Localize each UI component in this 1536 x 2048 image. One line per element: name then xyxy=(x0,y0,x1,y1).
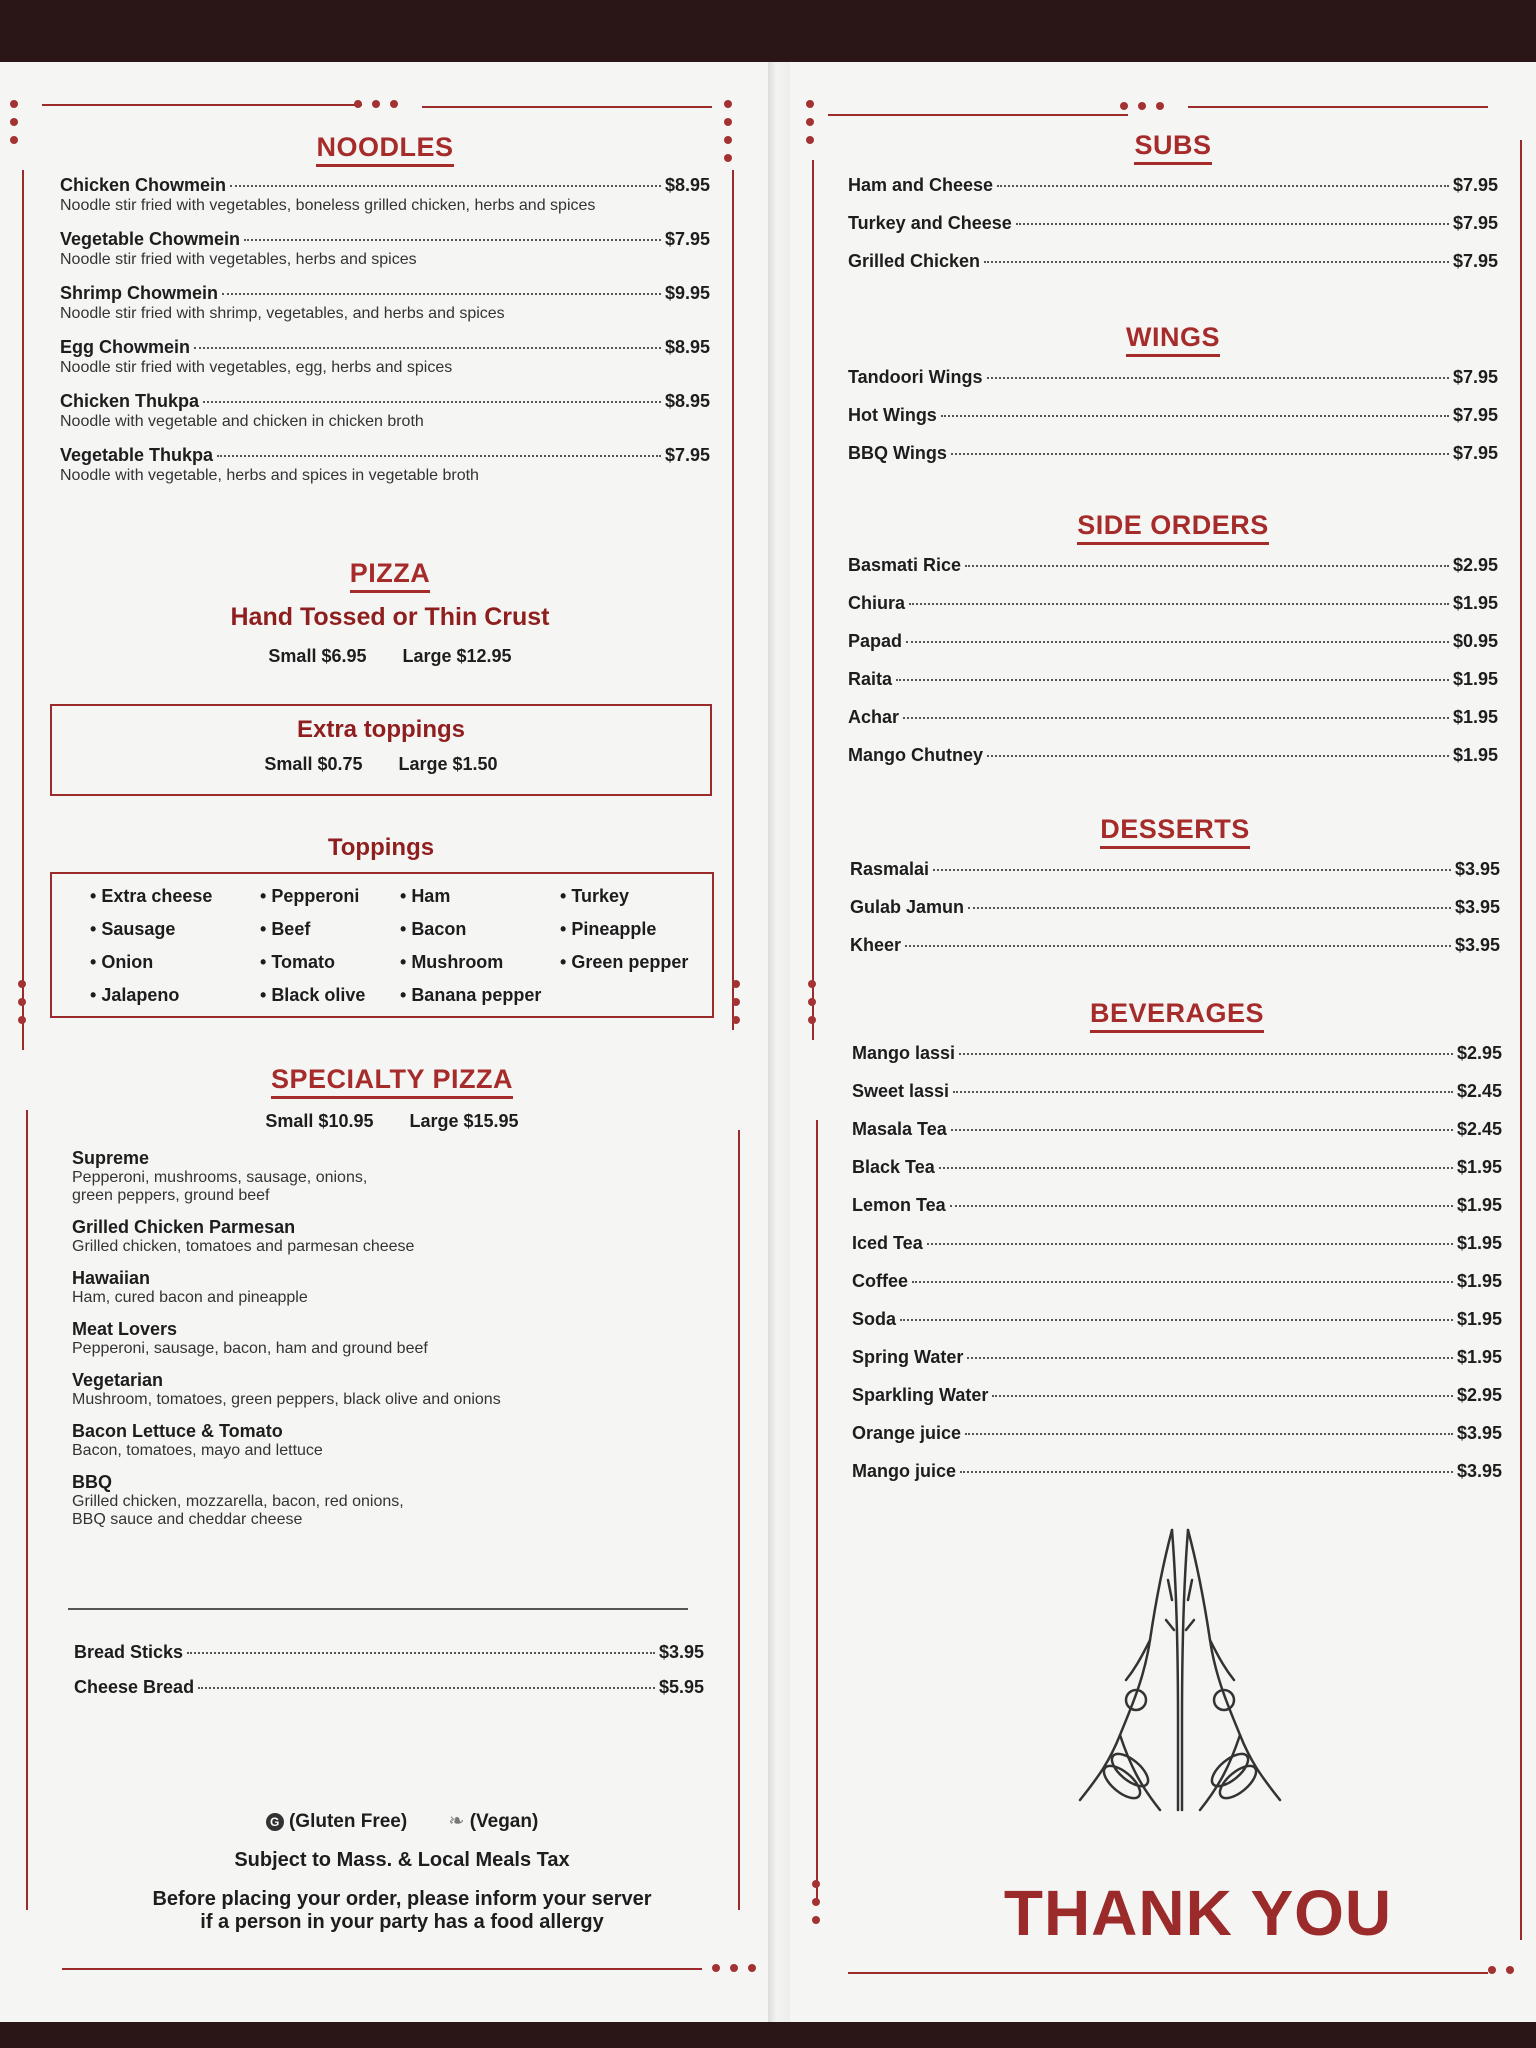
dot-leader xyxy=(953,1091,1453,1093)
item-name: Chicken Thukpa xyxy=(60,391,200,411)
pizza-section xyxy=(60,558,720,667)
item-price: $1.95 xyxy=(1452,745,1498,765)
frame-top-right xyxy=(1188,106,1488,108)
menu-item xyxy=(852,1461,1502,1482)
dot-leader xyxy=(906,641,1449,643)
item-price: $8.95 xyxy=(664,337,710,357)
topping-item: • Beef xyxy=(260,919,400,940)
toppings-list xyxy=(52,874,712,1016)
item-description: Noodle stir fried with shrimp, vegetables, and herbs and spices xyxy=(60,305,505,322)
specialty-name: Hawaiian xyxy=(72,1268,151,1288)
menu-item xyxy=(60,229,710,269)
frame-top-right xyxy=(422,106,712,108)
specialty-item xyxy=(72,1370,712,1409)
dot-leader xyxy=(997,185,1449,187)
specialty-item xyxy=(72,1421,712,1460)
item-name: Chicken Chowmein xyxy=(60,175,227,195)
item-price: $2.95 xyxy=(1456,1043,1502,1063)
menu-item xyxy=(852,1043,1502,1064)
item-name: Raita xyxy=(848,669,893,689)
item-price: $5.95 xyxy=(658,1677,704,1697)
menu-item xyxy=(852,1119,1502,1140)
menu-item xyxy=(848,707,1498,728)
item-price: $7.95 xyxy=(1452,213,1498,233)
desserts-section xyxy=(850,814,1500,973)
dot-leader xyxy=(960,1471,1453,1473)
item-name: Coffee xyxy=(852,1271,909,1291)
item-description: Noodle with vegetable and chicken in chicken broth xyxy=(60,413,424,430)
item-price: $7.95 xyxy=(1452,367,1498,387)
item-price: $9.95 xyxy=(664,283,710,303)
section-divider xyxy=(68,1608,688,1610)
menu-item xyxy=(848,251,1498,272)
thank-you-text: THANK YOU xyxy=(1003,1877,1393,1949)
item-description: Noodle with vegetable, herbs and spices in vegetable broth xyxy=(60,467,479,484)
item-name: Chiura xyxy=(848,593,906,613)
pizza-subtitle: Hand Tossed or Thin Crust xyxy=(230,603,550,631)
frame-right xyxy=(1520,140,1522,1940)
menu-item xyxy=(848,367,1498,388)
item-name: Ham and Cheese xyxy=(848,175,994,195)
item-price: $7.95 xyxy=(1452,251,1498,271)
frame-dots-right-top xyxy=(724,100,732,162)
menu-item xyxy=(60,283,710,323)
allergy-note-line1: Before placing your order, please inform your server xyxy=(152,1888,652,1910)
menu-item xyxy=(60,337,710,377)
menu-item xyxy=(60,445,710,485)
item-price: $2.45 xyxy=(1456,1119,1502,1139)
left-footer xyxy=(82,1810,722,1934)
menu-item xyxy=(848,175,1498,196)
dot-leader xyxy=(927,1243,1453,1245)
namaste-hands-icon xyxy=(1060,1520,1300,1850)
menu-item xyxy=(852,1309,1502,1330)
frame-right-upper xyxy=(732,170,734,1030)
allergy-note-line2: if a person in your party has a food allergy xyxy=(200,1911,604,1933)
gluten-free-label: (Gluten Free) xyxy=(288,1811,408,1832)
specialty-desc: Mushroom, tomatoes, green peppers, black olive and onions xyxy=(72,1391,501,1408)
item-price: $1.95 xyxy=(1456,1271,1502,1291)
item-name: Lemon Tea xyxy=(852,1195,946,1215)
specialty-name: Meat Lovers xyxy=(72,1319,178,1339)
item-price: $7.95 xyxy=(1452,175,1498,195)
topping-item: • Green pepper xyxy=(560,952,710,973)
topping-item: • Extra cheese xyxy=(90,886,260,907)
extra-toppings-box xyxy=(50,704,712,796)
subs-section xyxy=(848,130,1498,289)
item-price: $1.95 xyxy=(1456,1157,1502,1177)
item-price: $3.95 xyxy=(1456,1461,1502,1481)
item-price: $1.95 xyxy=(1452,669,1498,689)
item-name: Sweet lassi xyxy=(852,1081,950,1101)
frame-dots-left-bottom xyxy=(812,1880,820,1924)
frame-dots-top xyxy=(354,100,398,108)
menu-item xyxy=(852,1081,1502,1102)
beverages-title: BEVERAGES xyxy=(852,998,1502,1029)
item-price: $1.95 xyxy=(1452,593,1498,613)
side-orders-section xyxy=(848,510,1498,783)
topping-item: • Banana pepper xyxy=(400,985,560,1006)
item-price: $7.95 xyxy=(1452,443,1498,463)
specialty-item xyxy=(72,1472,712,1529)
beverages-section xyxy=(852,998,1502,1499)
item-name: Rasmalai xyxy=(850,859,930,879)
dot-leader xyxy=(992,1395,1453,1397)
specialty-title: SPECIALTY PIZZA xyxy=(72,1064,712,1095)
frame-dots-left-mid xyxy=(18,980,26,1024)
menu-item xyxy=(848,405,1498,426)
topping-item: • Turkey xyxy=(560,886,710,907)
item-name: Turkey and Cheese xyxy=(848,213,1012,233)
menu-item xyxy=(852,1423,1502,1444)
menu-item xyxy=(852,1385,1502,1406)
frame-bottom xyxy=(848,1972,1488,1974)
topping-item: • Tomato xyxy=(260,952,400,973)
menu-item xyxy=(74,1642,704,1663)
pizza-small-price: Small $6.95 xyxy=(268,646,367,666)
menu-item xyxy=(848,631,1498,652)
specialty-name: Bacon Lettuce & Tomato xyxy=(72,1421,283,1441)
menu-item xyxy=(850,935,1500,956)
frame-right-lower xyxy=(738,1130,740,1910)
frame-dots-left-top xyxy=(806,100,814,144)
frame-left-upper xyxy=(22,170,24,1050)
topping-item: • Onion xyxy=(90,952,260,973)
topping-item: • Black olive xyxy=(260,985,400,1006)
specialty-item xyxy=(72,1268,712,1307)
pizza-large-price: Large $12.95 xyxy=(402,646,512,666)
tax-note: Subject to Mass. & Local Meals Tax xyxy=(234,1849,570,1871)
item-name: Vegetable Chowmein xyxy=(60,229,241,249)
topping-item: • Bacon xyxy=(400,919,560,940)
menu-item xyxy=(848,555,1498,576)
specialty-large-price: Large $15.95 xyxy=(409,1111,519,1131)
item-name: Sparkling Water xyxy=(852,1385,989,1405)
menu-item xyxy=(852,1233,1502,1254)
extra-large-price: Large $1.50 xyxy=(398,754,498,774)
desserts-title: DESSERTS xyxy=(850,814,1500,845)
menu-item xyxy=(850,859,1500,880)
topping-item: • Pineapple xyxy=(560,919,710,940)
noodles-title: NOODLES xyxy=(60,132,710,163)
item-price: $3.95 xyxy=(658,1642,704,1662)
item-price: $2.95 xyxy=(1452,555,1498,575)
wings-title: WINGS xyxy=(848,322,1498,353)
specialty-small-price: Small $10.95 xyxy=(265,1111,374,1131)
dot-leader xyxy=(194,347,661,349)
item-name: Mango juice xyxy=(852,1461,957,1481)
specialty-desc: Pepperoni, mushrooms, sausage, onions, xyxy=(72,1169,368,1186)
left-panel xyxy=(22,100,734,1970)
item-name: Basmati Rice xyxy=(848,555,962,575)
menu-item xyxy=(848,745,1498,766)
menu-item xyxy=(848,669,1498,690)
frame-dots-left-top xyxy=(10,100,18,144)
item-price: $0.95 xyxy=(1452,631,1498,651)
dot-leader xyxy=(1016,223,1449,225)
item-description: Noodle stir fried with vegetables, boneless grilled chicken, herbs and spices xyxy=(60,197,596,214)
frame-dots-bottom-right xyxy=(712,1964,756,1972)
dot-leader xyxy=(933,869,1451,871)
dot-leader xyxy=(909,603,1449,605)
item-name: Spring Water xyxy=(852,1347,964,1367)
dot-leader xyxy=(951,453,1449,455)
pizza-title: PIZZA xyxy=(60,558,720,589)
item-price: $1.95 xyxy=(1456,1233,1502,1253)
specialty-name: Supreme xyxy=(72,1148,150,1168)
item-name: Shrimp Chowmein xyxy=(60,283,219,303)
item-name: Soda xyxy=(852,1309,897,1329)
item-name: Masala Tea xyxy=(852,1119,947,1139)
specialty-item xyxy=(72,1217,712,1256)
item-name: Egg Chowmein xyxy=(60,337,190,357)
dot-leader xyxy=(198,1687,655,1689)
item-name: Hot Wings xyxy=(848,405,937,425)
item-price: $2.95 xyxy=(1456,1385,1502,1405)
item-name: Vegetable Thukpa xyxy=(60,445,214,465)
dot-leader xyxy=(959,1053,1453,1055)
specialty-desc: Grilled chicken, tomatoes and parmesan cheese xyxy=(72,1238,415,1255)
frame-bottom xyxy=(62,1968,702,1970)
item-price: $7.95 xyxy=(664,445,710,465)
frame-dots-bottom-right xyxy=(1488,1966,1514,1974)
item-name: Mango Chutney xyxy=(848,745,983,765)
extra-toppings-title: Extra toppings xyxy=(296,716,465,743)
item-price: $1.95 xyxy=(1456,1347,1502,1367)
pizza-sizes xyxy=(60,646,720,667)
item-price: $7.95 xyxy=(1452,405,1498,425)
topping-item: • Sausage xyxy=(90,919,260,940)
menu-item xyxy=(60,175,710,215)
diet-legend xyxy=(82,1810,722,1833)
dot-leader xyxy=(203,401,661,403)
extra-small-price: Small $0.75 xyxy=(264,754,363,774)
item-price: $8.95 xyxy=(664,175,710,195)
item-name: Orange juice xyxy=(852,1423,962,1443)
menu-item xyxy=(852,1157,1502,1178)
subs-title: SUBS xyxy=(848,130,1498,161)
item-name: Kheer xyxy=(850,935,902,955)
specialty-item xyxy=(72,1148,712,1205)
dot-leader xyxy=(187,1652,655,1654)
item-name: Achar xyxy=(848,707,900,727)
dot-leader xyxy=(244,239,661,241)
dot-leader xyxy=(965,1433,1453,1435)
gluten-free-icon: G xyxy=(266,1813,284,1831)
dot-leader xyxy=(912,1281,1453,1283)
item-price: $3.95 xyxy=(1454,935,1500,955)
specialty-desc: Grilled chicken, mozzarella, bacon, red onions, xyxy=(72,1493,404,1510)
specialty-desc: Pepperoni, sausage, bacon, ham and ground beef xyxy=(72,1340,428,1357)
dot-leader xyxy=(905,945,1451,947)
side-orders-title: SIDE ORDERS xyxy=(848,510,1498,541)
dot-leader xyxy=(951,1129,1453,1131)
frame-dots-left-mid xyxy=(808,980,816,1024)
frame-top-left xyxy=(828,114,1128,116)
menu-item xyxy=(852,1195,1502,1216)
item-price: $2.45 xyxy=(1456,1081,1502,1101)
item-price: $1.95 xyxy=(1452,707,1498,727)
item-price: $3.95 xyxy=(1454,897,1500,917)
topping-item: • Jalapeno xyxy=(90,985,260,1006)
toppings-heading xyxy=(50,834,712,862)
specialty-section xyxy=(72,1064,712,1541)
item-name: Iced Tea xyxy=(852,1233,923,1253)
item-name: BBQ Wings xyxy=(848,443,947,463)
specialty-desc: Bacon, tomatoes, mayo and lettuce xyxy=(72,1442,323,1459)
frame-dots-top xyxy=(1120,102,1164,110)
specialty-list xyxy=(72,1148,712,1529)
frame-dots-right-mid xyxy=(732,980,740,1024)
menu-item xyxy=(850,897,1500,918)
item-price: $3.95 xyxy=(1454,859,1500,879)
menu-item xyxy=(60,391,710,431)
item-price: $7.95 xyxy=(664,229,710,249)
specialty-desc: BBQ sauce and cheddar cheese xyxy=(72,1511,303,1528)
item-name: Bread Sticks xyxy=(74,1642,184,1662)
dot-leader xyxy=(939,1167,1453,1169)
noodles-section xyxy=(60,132,710,499)
dot-leader xyxy=(896,679,1449,681)
dot-leader xyxy=(987,377,1449,379)
menu-fold xyxy=(768,62,790,2022)
specialty-name: Grilled Chicken Parmesan xyxy=(72,1217,296,1237)
specialty-item xyxy=(72,1319,712,1358)
menu-item xyxy=(852,1347,1502,1368)
dot-leader xyxy=(967,1357,1453,1359)
dot-leader xyxy=(968,907,1451,909)
specialty-name: Vegetarian xyxy=(72,1370,164,1390)
item-price: $1.95 xyxy=(1456,1309,1502,1329)
specialty-desc: Ham, cured bacon and pineapple xyxy=(72,1289,308,1306)
menu-item xyxy=(852,1271,1502,1292)
frame-left-lower xyxy=(26,1110,28,1910)
item-description: Noodle stir fried with vegetables, egg, herbs and spices xyxy=(60,359,453,376)
item-name: Mango lassi xyxy=(852,1043,956,1063)
specialty-sizes xyxy=(72,1111,712,1132)
item-description: Noodle stir fried with vegetables, herbs and spices xyxy=(60,251,417,268)
frame-top-left xyxy=(42,104,362,106)
dot-leader xyxy=(222,293,661,295)
dot-leader xyxy=(984,261,1449,263)
vegan-label: (Vegan) xyxy=(469,1811,539,1832)
item-name: Black Tea xyxy=(852,1157,935,1177)
menu-item xyxy=(848,593,1498,614)
extra-toppings-sizes xyxy=(52,754,710,775)
item-name: Cheese Bread xyxy=(74,1677,195,1697)
dot-leader xyxy=(941,415,1449,417)
frame-left-lower xyxy=(816,1120,818,1900)
item-price: $8.95 xyxy=(664,391,710,411)
item-name: Gulab Jamun xyxy=(850,897,965,917)
menu-item xyxy=(848,443,1498,464)
right-panel xyxy=(808,100,1508,1970)
toppings-title: Toppings xyxy=(327,834,435,861)
item-name: Tandoori Wings xyxy=(848,367,983,387)
item-price: $1.95 xyxy=(1456,1195,1502,1215)
topping-item: • Mushroom xyxy=(400,952,560,973)
item-name: Papad xyxy=(848,631,903,651)
specialty-name: BBQ xyxy=(72,1472,112,1492)
toppings-box xyxy=(50,872,714,1018)
menu-item xyxy=(848,213,1498,234)
frame-left-upper xyxy=(812,160,814,1040)
specialty-desc: green peppers, ground beef xyxy=(72,1187,270,1204)
breads-section xyxy=(74,1642,704,1712)
topping-item: • Pepperoni xyxy=(260,886,400,907)
wings-section xyxy=(848,322,1498,481)
dot-leader xyxy=(965,565,1449,567)
dot-leader xyxy=(900,1319,1453,1321)
item-price: $3.95 xyxy=(1456,1423,1502,1443)
dot-leader xyxy=(903,717,1449,719)
dot-leader xyxy=(950,1205,1453,1207)
dot-leader xyxy=(217,455,661,457)
vegan-leaf-icon: ❧ xyxy=(448,1811,465,1832)
item-name: Grilled Chicken xyxy=(848,251,981,271)
dot-leader xyxy=(987,755,1449,757)
menu-item xyxy=(74,1677,704,1698)
dot-leader xyxy=(230,185,661,187)
topping-item: • Ham xyxy=(400,886,560,907)
